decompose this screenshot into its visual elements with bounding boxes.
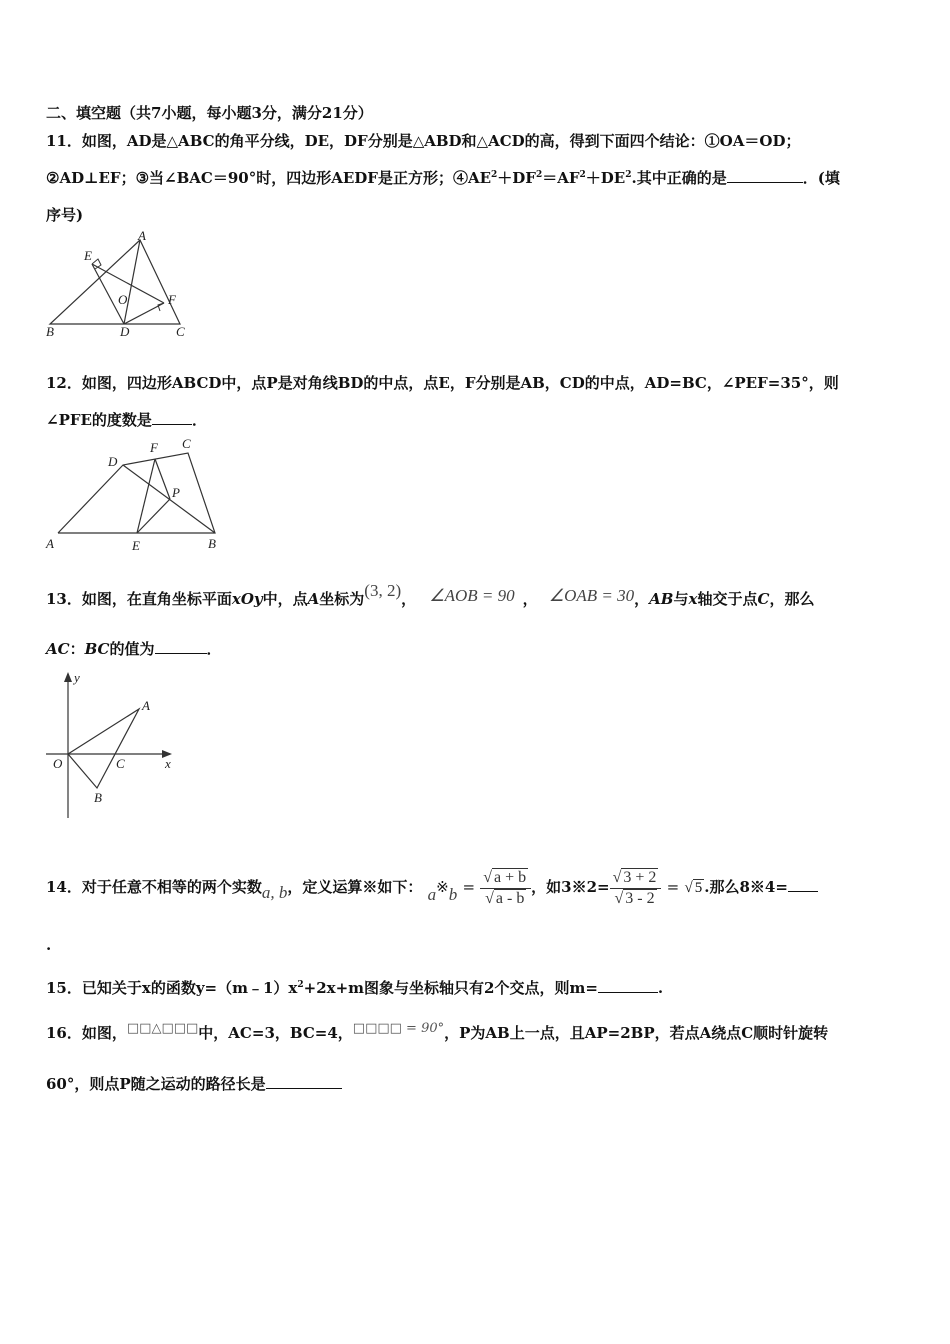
- q16-text: 中，AC=3，BC=4，: [198, 1024, 353, 1042]
- label-E: E: [132, 538, 140, 553]
- q11-line2-part-b: ＋DF: [497, 169, 536, 187]
- q15-text: +2x+m图象与坐标轴只有2个交点，则m=: [303, 979, 598, 997]
- answer-blank[interactable]: [598, 980, 658, 993]
- q13-bc: BC: [84, 640, 110, 658]
- q13-text: ，: [634, 590, 650, 608]
- label-E: E: [84, 248, 92, 263]
- q16-garbled-angle: □□□□ = 90°: [352, 1021, 445, 1036]
- q14-fraction-def: $\frac{√ a + b}{√ a - b}$: [480, 868, 531, 909]
- answer-blank[interactable]: [266, 1076, 342, 1089]
- q11-line2-part-d: ＋DE: [585, 169, 626, 187]
- q13-ac: AC: [46, 640, 70, 658]
- sup: 2: [535, 170, 543, 180]
- label-A: A: [46, 536, 54, 551]
- q13-c: C: [757, 590, 770, 608]
- q14-sqrt5: √ 5: [684, 880, 703, 896]
- q14-num: a + b: [494, 868, 527, 886]
- sup: 2: [579, 170, 586, 180]
- q13-angle-aob: ∠AOB = 90: [429, 586, 515, 605]
- sup: 2: [625, 170, 632, 180]
- q16-text: ，P为AB上一点，且AP=2BP，若点A绕点C顺时针旋转: [444, 1024, 829, 1042]
- q13-sep: ，: [522, 590, 538, 608]
- q13-line2: [46, 638, 222, 659]
- q16-text: 60°，则点P随之运动的路径长是: [46, 1075, 266, 1093]
- q13-xoy: xOy: [231, 590, 263, 608]
- label-D: D: [120, 324, 130, 336]
- label-y: y: [74, 670, 80, 685]
- label-x: x: [165, 756, 171, 771]
- q13-line1: [46, 581, 815, 609]
- q15-sup: 2: [297, 980, 304, 990]
- q13-angle-oab: ∠OAB = 30: [548, 586, 635, 605]
- q13-text: 坐标为: [319, 590, 365, 608]
- label-O: O: [53, 756, 63, 771]
- answer-blank[interactable]: [788, 879, 818, 892]
- q14-eq: =: [666, 878, 680, 896]
- label-C: C: [182, 436, 191, 451]
- q16-line2: [46, 1073, 342, 1094]
- q12-line1: 12．如图，四边形ABCD中，点P是对角线BD的中点，点E，F分别是AB，CD的中点，AD=BC，∠PEF=35°，则: [46, 374, 839, 392]
- q16-line1: [46, 1022, 828, 1043]
- q15-line: [46, 977, 663, 998]
- q13-text: ，那么: [769, 590, 815, 608]
- q13-text: 与: [673, 590, 689, 608]
- label-A: A: [138, 230, 146, 243]
- label-O: O: [118, 292, 128, 307]
- answer-blank[interactable]: [152, 412, 192, 425]
- q12-line2-end: ．: [191, 411, 207, 429]
- section-title: 二、填空题（共7小题，每小题3分，满分21分）: [46, 104, 373, 122]
- label-C: C: [176, 324, 185, 336]
- q14-line: [46, 862, 818, 912]
- q14-ab: a, b: [261, 883, 288, 902]
- q11-line2-part-e: .其中正确的是: [631, 169, 727, 187]
- q14-fraction-example: $\frac{√ 3 + 2}{√ 3 - 2}$: [610, 868, 662, 909]
- label-B: B: [46, 324, 54, 336]
- sup: 2: [491, 170, 498, 180]
- label-A: A: [142, 698, 150, 713]
- q14-op: ※: [436, 878, 449, 896]
- label-B: B: [208, 536, 216, 551]
- q12-line2-text: ∠PFE的度数是: [46, 411, 152, 429]
- q11-line3: 序号): [46, 206, 84, 224]
- q13-point-a: A: [307, 590, 320, 608]
- q13-figure: [42, 668, 182, 820]
- q11-line2-part-f: ．(填: [802, 169, 840, 187]
- q16-text: 16．如图，: [46, 1024, 127, 1042]
- q14-den: a - b: [495, 889, 525, 907]
- q14-dot: .: [46, 936, 52, 954]
- q13-text: 轴交于点: [697, 590, 758, 608]
- q11-line1: 11．如图，AD是△ABC的角平分线，DE，DF分别是△ABD和△ACD的高，得到下面四个结论：①OA＝OD；: [46, 132, 801, 150]
- q14-eq: =: [462, 878, 476, 896]
- q14-text: ，如3※2=: [531, 878, 610, 896]
- q14-b: b: [448, 885, 458, 904]
- q14-text: .那么8※4=: [704, 878, 788, 896]
- q14-num: 3 + 2: [623, 868, 657, 886]
- q15-text: 15．已知关于x的函数y=（m﹣1）x: [46, 979, 298, 997]
- label-P: P: [172, 485, 180, 500]
- q13-text: 的值为: [109, 640, 155, 658]
- q11-line2: [46, 167, 840, 188]
- label-B: B: [94, 790, 102, 805]
- answer-blank[interactable]: [727, 170, 803, 183]
- q13-sep: ，: [401, 590, 417, 608]
- label-D: D: [108, 454, 118, 469]
- q16-garbled-triangle: □□△□□□: [126, 1021, 199, 1036]
- q11-figure: [42, 230, 192, 336]
- q13-text: 13．如图，在直角坐标平面: [46, 590, 232, 608]
- q13-x: x: [688, 590, 698, 608]
- q11-line2-part-c: ＝AF: [542, 169, 580, 187]
- q14-den: 3 - 2: [625, 889, 655, 907]
- q14-a: a: [427, 885, 437, 904]
- label-F: F: [150, 440, 158, 455]
- q13-coord: (3, 2): [364, 581, 402, 600]
- label-C: C: [116, 756, 125, 771]
- q14-radicand: 5: [694, 880, 703, 896]
- q13-colon: ：: [69, 640, 85, 658]
- label-F: F: [168, 292, 176, 307]
- q13-end: ．: [206, 640, 222, 658]
- q14-text: 14．对于任意不相等的两个实数: [46, 878, 262, 896]
- answer-blank[interactable]: [155, 641, 207, 654]
- q13-text: 中，点: [262, 590, 308, 608]
- q12-figure: [42, 434, 224, 554]
- q14-text: ，定义运算※如下：: [287, 878, 423, 896]
- q15-end: .: [657, 979, 664, 997]
- q11-line2-part-a: ②AD⊥EF；③当∠BAC＝90°时，四边形AEDF是正方形；④AE: [46, 169, 492, 187]
- q12-line2: [46, 409, 207, 430]
- q13-ab: AB: [649, 590, 674, 608]
